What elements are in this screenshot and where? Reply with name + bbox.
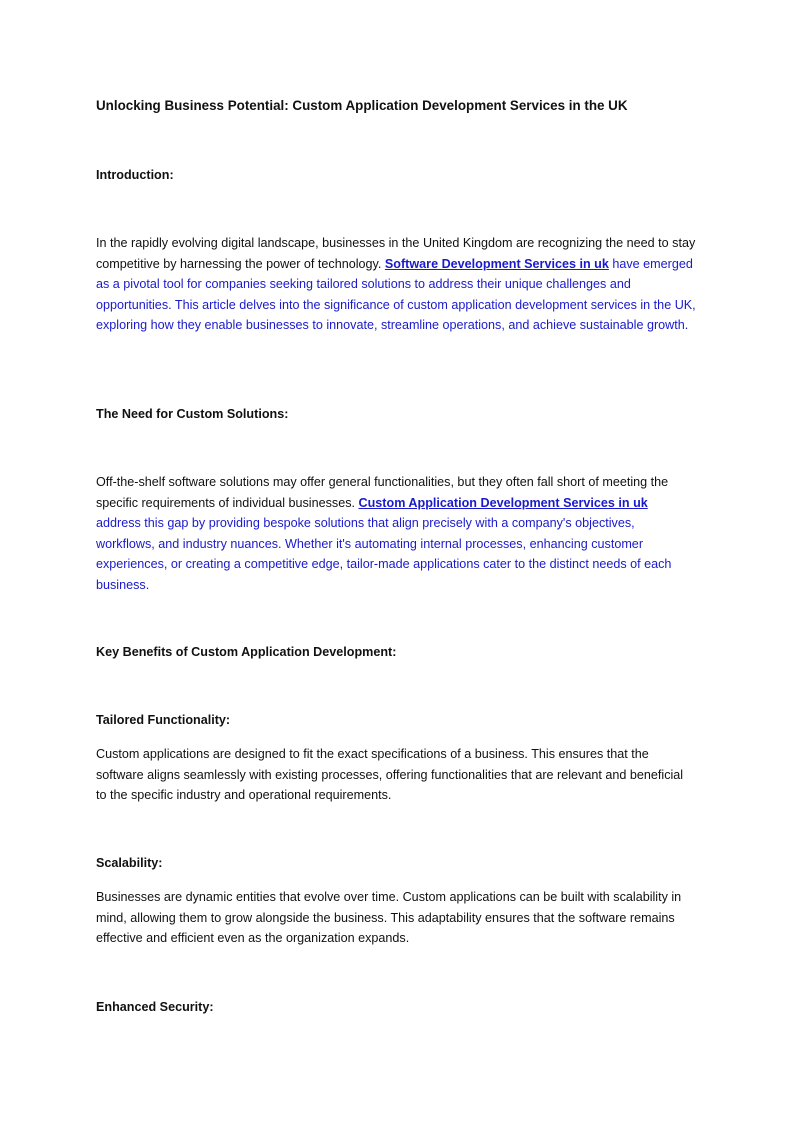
need-heading: The Need for Custom Solutions: — [96, 407, 289, 421]
tailored-functionality-heading: Tailored Functionality: — [96, 713, 231, 727]
tailored-functionality-paragraph: Custom applications are designed to fit the exact specifications of a business. This ensures that the software aligns seamlessly with existing processes, offering functionalities that are relevant and beneficial to the specific industry and operational requirements. — [96, 747, 684, 802]
custom-application-link[interactable]: Custom Application Development Services in uk — [358, 495, 648, 510]
need-paragraph — [96, 472, 696, 595]
intro-heading: Introduction: — [96, 168, 174, 182]
software-development-link[interactable]: Software Development Services in uk — [384, 256, 609, 271]
intro-lead-text: In the rapidly evolving digital landscape, businesses in the United Kingdom are recognizing the need to stay competitive by harnessing the power of technology. — [96, 236, 696, 271]
need-rest-text: address this gap by providing bespoke solutions that align precisely with a company's objectives, workflows, and industry nuances. Whether it's automating internal processes, enhancing customer experiences, or creating a competitive edge, tailor-made applications cater to the distinct needs of each business. — [96, 516, 672, 592]
scalability-paragraph: Businesses are dynamic entities that evolve over time. Custom applications can be built with scalability in mind, allowing them to grow alongside the business. This adaptability ensures that the software remains effective and efficient even as the organization expands. — [96, 890, 682, 945]
enhanced-security-heading: Enhanced Security: — [96, 1000, 214, 1014]
intro-paragraph — [96, 233, 696, 336]
page-title: Unlocking Business Potential: Custom Application Development Services in the UK — [96, 98, 628, 113]
need-lead-text: Off-the-shelf software solutions may offer general functionalities, but they often fall short of meeting the specific requirements of individual businesses. — [96, 475, 669, 510]
scalability-heading: Scalability: — [96, 856, 163, 870]
benefits-heading: Key Benefits of Custom Application Development: — [96, 645, 397, 659]
intro-rest-text: have emerged as a pivotal tool for companies seeking tailored solutions to address their unique challenges and opportunities. This article delves into the significance of custom application development services in the UK, exploring how they enable businesses to innovate, streamline operations, and achieve sustainable growth. — [96, 256, 696, 332]
